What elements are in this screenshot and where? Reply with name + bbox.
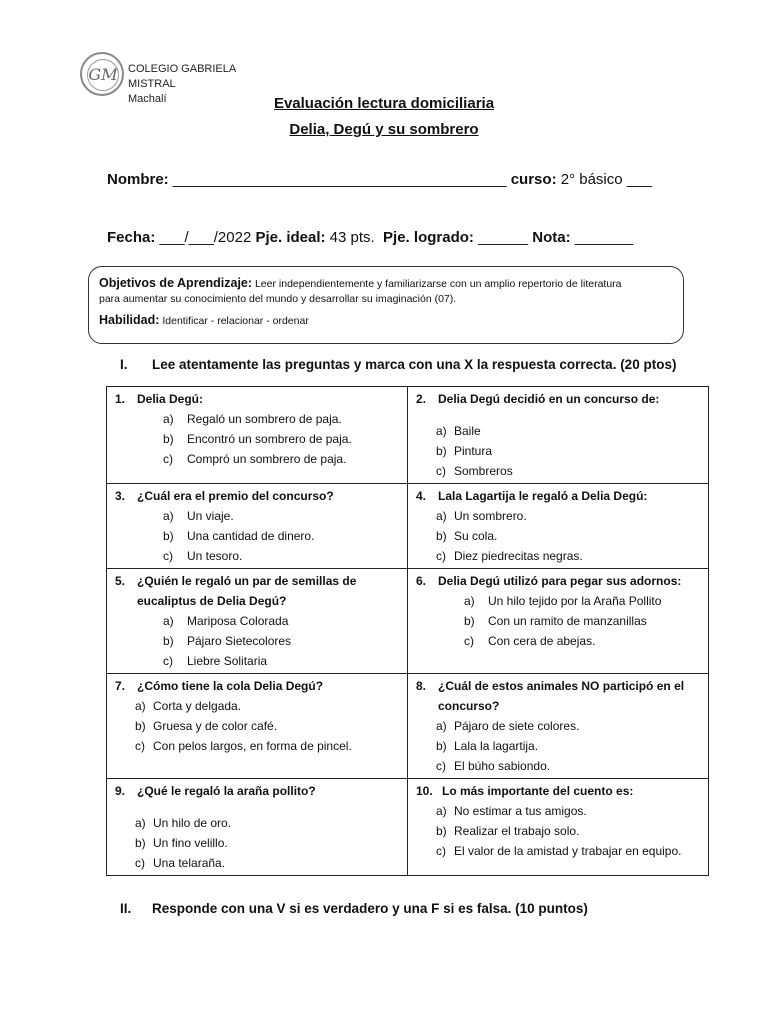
option-10a[interactable]: a) No estimar a tus amigos. xyxy=(436,804,587,818)
question-6: 6. Delia Degú utilizó para pegar sus adornos: a) Un hilo tejido por la Araña Pollito b) Con un ramito de manzanillas c) Con cera de abejas. xyxy=(408,569,709,674)
fecha-label: Fecha: xyxy=(107,229,156,246)
question-7: 7. ¿Cómo tiene la cola Delia Degú? a) Corta y delgada. b) Gruesa y de color café. c) Con pelos largos, en forma de pincel. xyxy=(107,674,408,779)
question-10: 10. Lo más importante del cuento es: a) No estimar a tus amigos. b) Realizar el trabajo solo. c) El valor de la amistad y trabajar en equipo. xyxy=(408,779,709,876)
option-6b[interactable]: b) Con un ramito de manzanillas xyxy=(464,614,647,628)
section-2-heading: II. Responde con una V si es verdadero y una F si es falsa. (10 puntos) xyxy=(120,901,588,916)
option-6c[interactable]: c) Con cera de abejas. xyxy=(464,634,596,648)
option-2a[interactable]: a) Baile xyxy=(436,424,481,438)
school-logo xyxy=(80,52,124,96)
option-7b[interactable]: b) Gruesa y de color café. xyxy=(135,719,278,733)
option-7a[interactable]: a) Corta y delgada. xyxy=(135,699,242,713)
nota-label: Nota: xyxy=(532,229,571,246)
option-9c[interactable]: c) Una telaraña. xyxy=(135,856,226,870)
option-3a[interactable]: a) Un viaje. xyxy=(163,509,234,523)
objectives-text-1: Leer independientemente y familiarizarse con un amplio repertorio de literatura xyxy=(254,278,622,290)
objectives-text-2: para aumentar su conocimiento del mundo y desarrollar su imaginación (07). xyxy=(99,293,457,305)
section-1-heading: I. Lee atentamente las preguntas y marca con una X la respuesta correcta. (20 ptos) xyxy=(120,357,677,372)
habilidad-text: Identificar - relacionar - ordenar xyxy=(162,315,309,327)
option-3c[interactable]: c) Un tesoro. xyxy=(163,549,243,563)
page-title: Evaluación lectura domiciliaria xyxy=(273,95,495,112)
page-subtitle: Delia, Degú y su sombrero xyxy=(289,121,479,138)
option-8c[interactable]: c) El búho sabiondo. xyxy=(436,759,551,773)
question-4: 4. Lala Lagartija le regaló a Delia Degú: a) Un sombrero. b) Su cola. c) Diez piedrecitas negras. xyxy=(408,484,709,569)
option-9a[interactable]: a) Un hilo de oro. xyxy=(135,816,232,830)
option-1c[interactable]: c) Compró un sombrero de paja. xyxy=(163,452,347,466)
option-4b[interactable]: b) Su cola. xyxy=(436,529,498,543)
nombre-field[interactable]: ________________________________________ xyxy=(172,171,507,188)
fecha-field[interactable]: ___/___/2022 xyxy=(159,229,252,246)
option-4c[interactable]: c) Diez piedrecitas negras. xyxy=(436,549,583,563)
option-10c[interactable]: c) El valor de la amistad y trabajar en equipo. xyxy=(436,844,682,858)
option-7c[interactable]: c) Con pelos largos, en forma de pincel. xyxy=(135,739,352,753)
question-8: 8. ¿Cuál de estos animales NO participó en el concurso? a) Pájaro de siete colores. b) Lala la lagartija. c) El búho sabiondo. xyxy=(408,674,709,779)
pje-logrado-label: Pje. logrado: xyxy=(383,229,474,246)
question-5: 5. ¿Quién le regaló un par de semillas de eucaliptus de Delia Degú? a) Mariposa Colorada b) Pájaro Sietecolores c) Liebre Solitaria xyxy=(107,569,408,674)
name-line xyxy=(107,171,652,188)
option-2b[interactable]: b) Pintura xyxy=(436,444,493,458)
option-1a[interactable]: a) Regaló un sombrero de paja. xyxy=(163,412,342,426)
option-5c[interactable]: c) Liebre Solitaria xyxy=(163,654,268,668)
option-3b[interactable]: b) Una cantidad de dinero. xyxy=(163,529,315,543)
option-5b[interactable]: b) Pájaro Sietecolores xyxy=(163,634,292,648)
pje-logrado-field[interactable]: ______ xyxy=(478,229,529,246)
objectives-box xyxy=(88,266,684,344)
question-2: 2. Delia Degú decidió en un concurso de: a) Baile b) Pintura c) Sombreros xyxy=(408,387,709,484)
objectives-label: Objetivos de Aprendizaje: xyxy=(99,276,253,290)
option-2c[interactable]: c) Sombreros xyxy=(436,464,513,478)
nota-field[interactable]: _______ xyxy=(574,229,634,246)
pje-ideal-label: Pje. ideal: xyxy=(255,229,326,246)
option-1b[interactable]: b) Encontró un sombrero de paja. xyxy=(163,432,352,446)
option-10b[interactable]: b) Realizar el trabajo solo. xyxy=(436,824,580,838)
option-9b[interactable]: b) Un fino velillo. xyxy=(135,836,228,850)
option-6a[interactable]: a) Un hilo tejido por la Araña Pollito xyxy=(464,594,662,608)
question-1: 1. Delia Degú: a) Regaló un sombrero de paja. b) Encontró un sombrero de paja. c) Compró un sombrero de paja. xyxy=(107,387,408,484)
school-seal-icon: GM xyxy=(87,59,119,91)
curso-value: 2° básico ___ xyxy=(560,171,652,188)
question-3: 3. ¿Cuál era el premio del concurso? a) Un viaje. b) Una cantidad de dinero. c) Un tesoro. xyxy=(107,484,408,569)
curso-label: curso: xyxy=(510,171,557,188)
pje-ideal-value: 43 pts. xyxy=(329,229,375,246)
option-8a[interactable]: a) Pájaro de siete colores. xyxy=(436,719,580,733)
school-name: COLEGIO GABRIELA MISTRAL Machalí xyxy=(128,63,237,105)
option-5a[interactable]: a) Mariposa Colorada xyxy=(163,614,289,628)
option-4a[interactable]: a) Un sombrero. xyxy=(436,509,527,523)
date-line xyxy=(107,229,633,246)
nombre-label: Nombre: xyxy=(107,171,169,188)
option-8b[interactable]: b) Lala la lagartija. xyxy=(436,739,539,753)
habilidad-label: Habilidad: xyxy=(99,313,160,327)
questions-table xyxy=(106,386,709,876)
question-9: 9. ¿Qué le regaló la araña pollito? a) Un hilo de oro. b) Un fino velillo. c) Una telaraña. xyxy=(107,779,408,876)
